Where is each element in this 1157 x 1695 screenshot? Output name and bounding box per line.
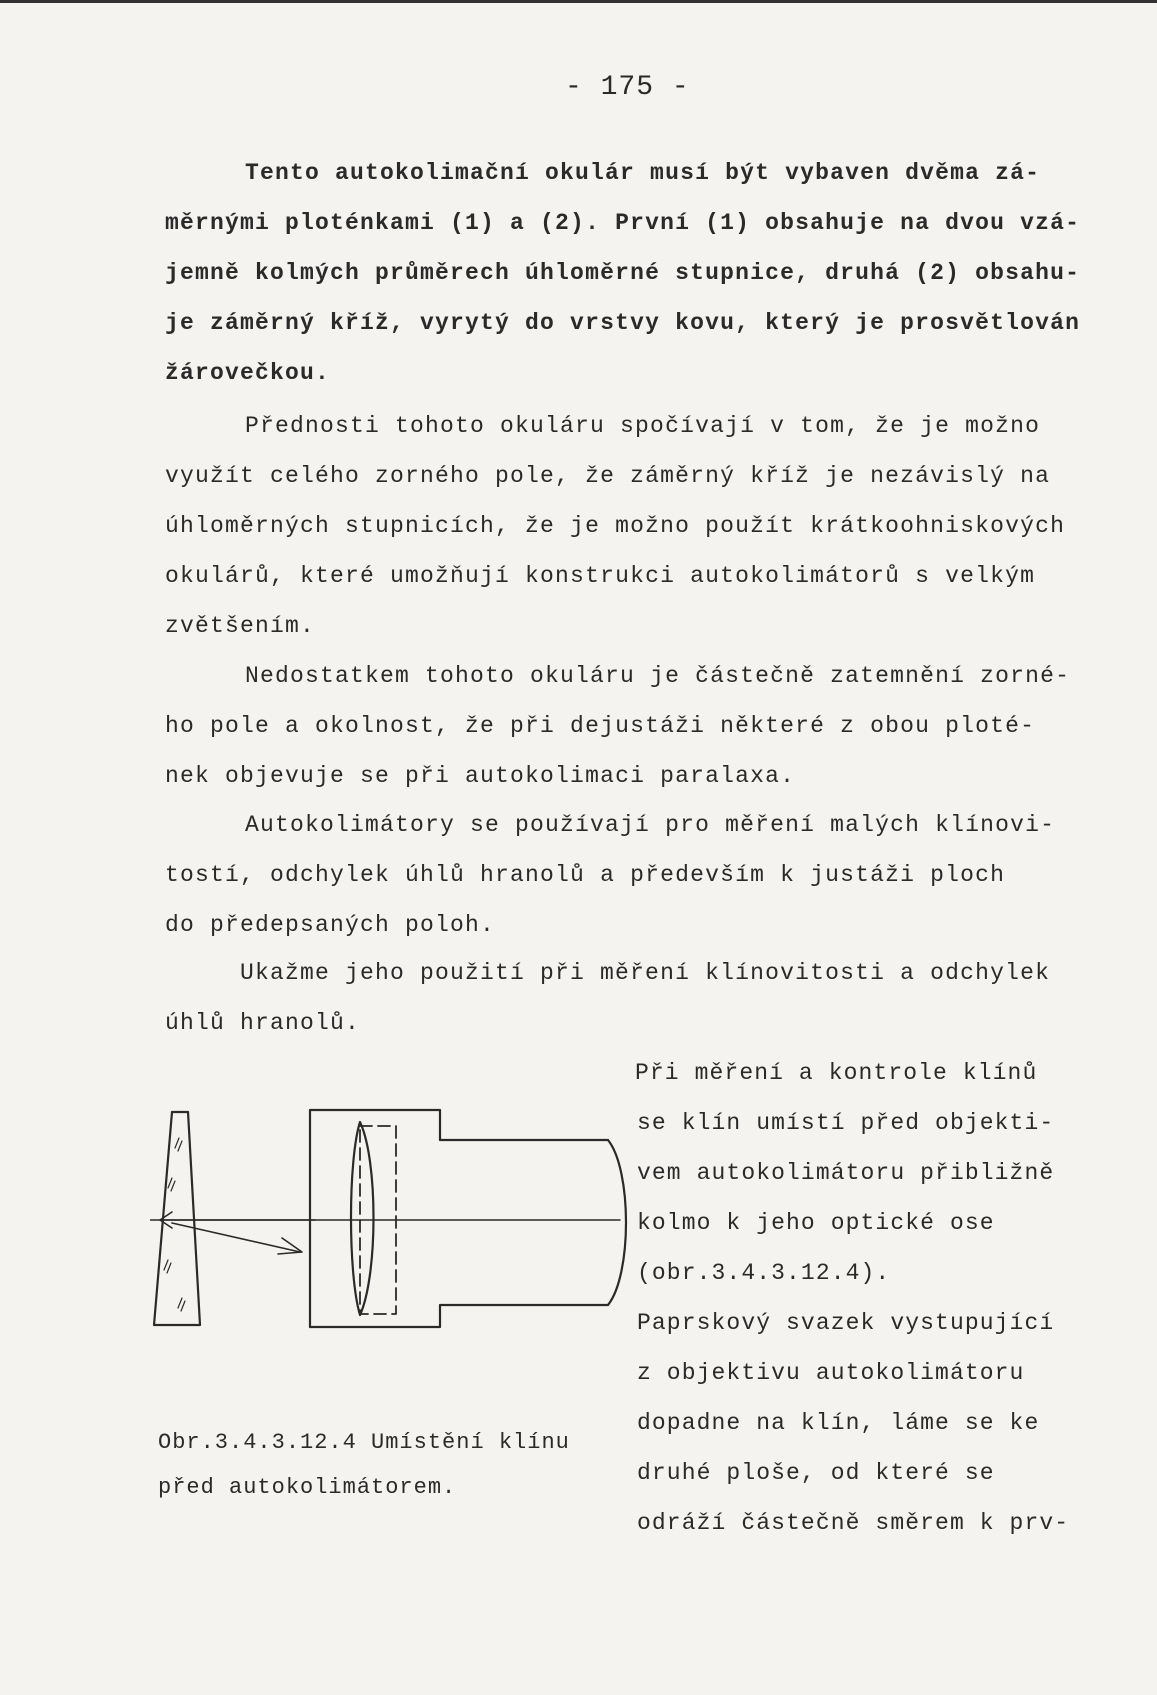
right-column-line-9: druhé ploše, od které se bbox=[637, 1460, 995, 1486]
paragraph-3-line-2: ho pole a okolnost, že při dejustáži některé z obou ploté- bbox=[165, 713, 1036, 739]
deviated-ray bbox=[172, 1223, 300, 1252]
caption-line-2: před autokolimátorem. bbox=[158, 1475, 457, 1500]
right-column-line-3: vem autokolimátoru přibližně bbox=[637, 1160, 1055, 1186]
paragraph-2-line-2: využít celého zorného pole, že záměrný kříž je nezávislý na bbox=[165, 463, 1051, 489]
right-column-line-4: kolmo k jeho optické ose bbox=[637, 1210, 995, 1236]
paragraph-4-line-1: Autokolimátory se používají pro měření malých klínovi- bbox=[245, 812, 1056, 838]
right-column-line-5: (obr.3.4.3.12.4). bbox=[637, 1260, 891, 1286]
wedge-autocollimator-diagram bbox=[150, 1100, 630, 1340]
page-number: - 175 - bbox=[565, 72, 690, 103]
figure-caption bbox=[158, 1420, 570, 1510]
right-column-line-1: Při měření a kontrole klínů bbox=[635, 1060, 1038, 1086]
right-column-line-2: se klín umístí před objekti- bbox=[637, 1110, 1055, 1136]
paragraph-1-line-1: Tento autokolimační okulár musí být vybaven dvěma zá- bbox=[245, 160, 1041, 186]
right-column-line-10: odráží částečně směrem k prv- bbox=[637, 1510, 1070, 1536]
paragraph-4-line-2: tostí, odchylek úhlů hranolů a především k justáži ploch bbox=[165, 862, 1006, 888]
autocollimator-break-curve bbox=[608, 1140, 626, 1305]
paragraph-1-line-2: měrnými ploténkami (1) a (2). První (1) obsahuje na dvou vzá- bbox=[165, 210, 1081, 236]
right-column-line-6: Paprskový svazek vystupující bbox=[637, 1310, 1055, 1336]
paragraph-2-line-3: úhloměrných stupnicích, že je možno použít krátkoohniskových bbox=[165, 513, 1066, 539]
paragraph-2-line-4: okulárů, které umožňují konstrukci autokolimátorů s velkým bbox=[165, 563, 1036, 589]
caption-line-1: Obr.3.4.3.12.4 Umístění klínu bbox=[158, 1430, 570, 1455]
right-column-line-8: dopadne na klín, láme se ke bbox=[637, 1410, 1040, 1436]
paragraph-2-line-5: zvětšením. bbox=[165, 613, 316, 639]
paragraph-3-line-3: nek objevuje se při autokolimaci paralaxa. bbox=[165, 763, 796, 789]
paragraph-1-line-4: je záměrný kříž, vyrytý do vrstvy kovu, který je prosvětlován bbox=[165, 310, 1081, 336]
paragraph-1-line-5: žárovečkou. bbox=[165, 360, 331, 386]
paragraph-4-line-3: do předepsaných poloh. bbox=[165, 912, 496, 938]
paragraph-1-line-3: jemně kolmých průměrech úhloměrné stupnice, druhá (2) obsahu- bbox=[165, 260, 1081, 286]
paragraph-3-line-1: Nedostatkem tohoto okuláru je částečně zatemnění zorné- bbox=[245, 663, 1071, 689]
top-edge-rule bbox=[0, 0, 1157, 3]
autocollimator-body-bottom bbox=[310, 1305, 608, 1327]
paragraph-5-line-1: Ukažme jeho použití při měření klínovitosti a odchylek bbox=[240, 960, 1051, 986]
right-column-line-7: z objektivu autokolimátoru bbox=[637, 1360, 1025, 1386]
objective-lens bbox=[351, 1122, 374, 1315]
paragraph-2-line-1: Přednosti tohoto okuláru spočívají v tom, že je možno bbox=[245, 413, 1041, 439]
paragraph-5-line-2: úhlů hranolů. bbox=[165, 1010, 361, 1036]
